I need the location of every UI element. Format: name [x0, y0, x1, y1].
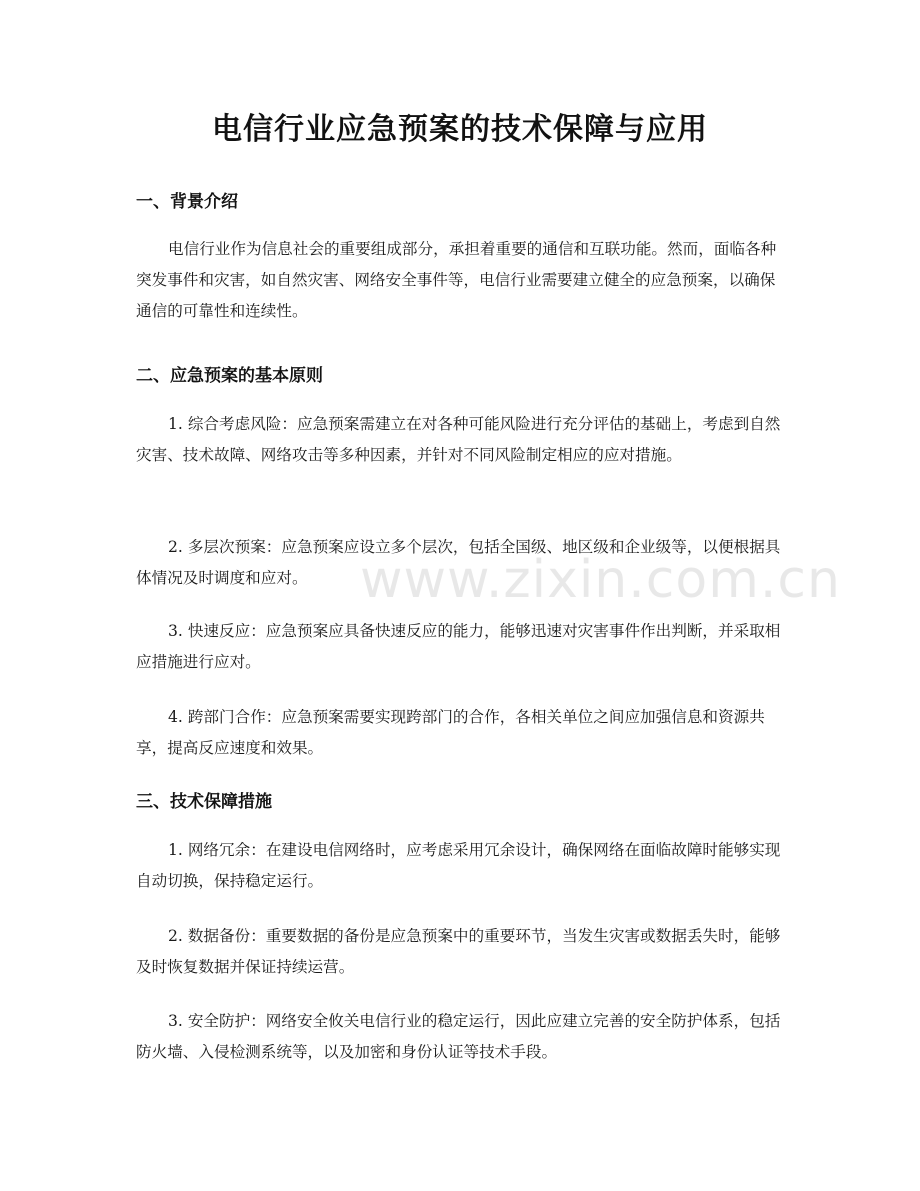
- page-title: 电信行业应急预案的技术保障与应用: [212, 112, 708, 147]
- paragraph-measure-2: 2. 数据备份：重要数据的备份是应急预案中的重要环节，当发生灾害或数据丢失时，能够及时恢复数据并保证持续运营。: [136, 927, 781, 976]
- watermark: www.zixin.com.cn: [360, 550, 841, 610]
- section-heading-principles: 二、应急预案的基本原则: [136, 366, 323, 386]
- paragraph-principle-2: 2. 多层次预案：应急预案应设立多个层次，包括全国级、地区级和企业级等，以便根据具体情况及时调度和应对。: [136, 538, 781, 587]
- paragraph-measure-1: 1. 网络冗余：在建设电信网络时，应考虑采用冗余设计，确保网络在面临故障时能够实现自动切换，保持稳定运行。: [136, 841, 781, 890]
- paragraph-principle-3: 3. 快速反应：应急预案应具备快速反应的能力，能够迅速对灾害事件作出判断，并采取相应措施进行应对。: [136, 622, 781, 671]
- section-heading-background: 一、背景介绍: [136, 192, 238, 212]
- paragraph-background-intro: 电信行业作为信息社会的重要组成部分，承担着重要的通信和互联功能。然而，面临各种突发事件和灾害，如自然灾害、网络安全事件等，电信行业需要建立健全的应急预案，以确保通信的可靠性和连续性。: [136, 240, 777, 320]
- paragraph-principle-4: 4. 跨部门合作：应急预案需要实现跨部门的合作，各相关单位之间应加强信息和资源共享，提高反应速度和效果。: [136, 708, 765, 757]
- paragraph-measure-3: 3. 安全防护：网络安全攸关电信行业的稳定运行，因此应建立完善的安全防护体系，包括防火墙、入侵检测系统等，以及加密和身份认证等技术手段。: [136, 1012, 781, 1061]
- paragraph-principle-1: 1. 综合考虑风险：应急预案需建立在对各种可能风险进行充分评估的基础上，考虑到自然灾害、技术故障、网络攻击等多种因素，并针对不同风险制定相应的应对措施。: [136, 415, 781, 464]
- section-heading-technical-measures: 三、技术保障措施: [136, 792, 272, 812]
